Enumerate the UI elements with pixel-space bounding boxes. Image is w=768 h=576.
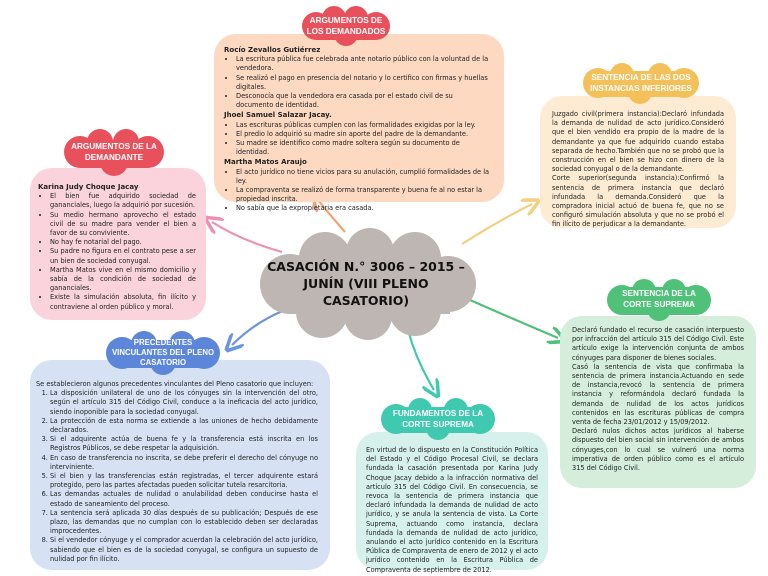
demandado-name-2: Jhoel Samuel Salazar Jacay. — [224, 111, 332, 120]
list-item: • Las escrituras públicas cumplen con las formalidades exigidas por la ley. — [236, 121, 490, 130]
list-item: • El bien fue adquirido sociedad de gananciales, luego la adquirió por sucesión. — [50, 192, 196, 210]
list-item: • Su padre no figura en el contrato pese a ser un bien de sociedad conyugal. — [50, 247, 196, 265]
list-item: • No hay fe notarial del pago. — [50, 238, 196, 247]
corte-paragraph-1: Declaró fundado el recurso de casación interpuesto por infracción del artículo 315 del Código Civil. Este artículo exige la intervención conjunta de ambos cónyuges para disponer de bienes sociales. — [572, 326, 744, 362]
list-item: • La compraventa se realizó de forma transparente y buena fe al no estar la propiedad inscrita. — [236, 186, 490, 204]
center-title: CASACIÓN N.° 3006 – 2015 – JUNÍN (VIII PLENO CASATORIO) — [267, 259, 465, 308]
corte-paragraph-3: Declaró nulos dichos actos jurídicos al haberse dispuesto del bien social sin intervención de ambos cónyuges,con lo cual se vulneró una norma imperativa de orden público como es el artículo 315 del Código Civil. — [572, 427, 744, 473]
fundamentos-text: En virtud de lo dispuesto en la Constitución Política del Estado y el Código Procesal Civil, se declara fundada la casación presentada por Karina Judy Choque Jacay debido a la infracción normativa del artículo 315 del Código Civil. En consecuencia, se revoca la sentencia de primera instancia que declaró infundada la demanda de nulidad de acto jurídico, y se anula la sentencia de vista. La Corte Suprema, actuando como instancia, declara fundada la demanda de nulidad de acto jurídico, anulando el acto jurídico contenido en la Escritura Pública de Compraventa de enero de 2012 y el acto jurídico contenido en la Escritura Pública de Compraventa de septiembre de 2012. — [366, 446, 538, 574]
list-item: 5. Si el bien y las transferencias están registradas, el tercer adquirente estará protegido, pero las partes afectadas pueden solicitar tutela resarcitoria. — [50, 472, 318, 490]
demandante-box — [30, 168, 206, 320]
list-item: 3. Si el adquirente actúa de buena fe y la transferencia está inscrita en los Registros Públicos, se debe respetar la adquisición. — [50, 435, 318, 453]
list-item: 4. En caso de transferencia no inscrita, se debe preferir el derecho del cónyuge no interviniente. — [50, 454, 318, 472]
arrow-to-corte — [470, 300, 558, 338]
list-item: • Su medio hermano aprovecho el estado civil de su madre para vender el bien a favor de su conviviente. — [50, 211, 196, 239]
precedentes-intro: Se establecieron algunos precedentes vinculantes del Pleno casatorio que incluyen: — [36, 380, 314, 388]
precedentes-box — [30, 360, 330, 570]
inferiores-box — [540, 96, 736, 228]
list-item: 8. Si el vendedor cónyuge y el comprador acuerdan la celebración del acto jurídico, sabiendo que el bien es de la sociedad conyugal, se configura un supuesto de nulidad por fin ilícito. — [50, 536, 318, 564]
list-item: • Existe la simulación absoluta, fin ilícito y contraviene al orden público y moral. — [50, 293, 196, 311]
inferiores-title: SENTENCIA DE LAS DOS INSTANCIAS INFERIORES — [590, 73, 692, 93]
list-item: 7. La sentencia será aplicada 30 días después de su publicación; Después de ese plazo, las demandas que no cumplan con lo establecido deben ser declaradas improcedentes. — [50, 509, 318, 537]
demandado-name-3: Martha Matos Araujo — [224, 158, 307, 167]
list-item: • Martha Matos vive en el mismo domicilio y sabía de la condición de sociedad de gananciales. — [50, 266, 196, 294]
inferiores-paragraph-1: Juzgado civil(primera instancia):Declaró infundada la demanda de nulidad de acto jurídico.Consideró que el bien vendido era propio de la madre de la demandante ya que fue adquirido cuando estaba separada de hecho.También que no se probó que la construcción en el bien se hizo con dinero de la sociedad conyugal o de la demandante. — [552, 110, 724, 174]
demandados-box — [214, 34, 504, 213]
list-item: 6. Las demandas actuales de nulidad o anulabilidad deben conducirse hasta el estado de saneamiento del proceso. — [50, 490, 318, 508]
demandante-name: Karina Judy Choque Jacay — [38, 183, 139, 191]
list-item: • El acto jurídico no tiene vicios para su anulación, cumplió formalidades de la ley. — [236, 168, 490, 186]
list-item: 2. La protección de esta norma se extiende a las uniones de hecho debidamente declarados. — [50, 417, 318, 435]
inferiores-paragraph-2: Corte superior(segunda instancia):Confirmó la sentencia de primera instancia que declaró infundada la demanda.Consideró que la compradora inicial actuó de buena fe, que no se configuró simulación absoluta y que no se probó el fin ilícito de perjudicar a la demandante. — [552, 174, 724, 229]
list-item: • El predio lo adquirió su madre sin aporte del padre de la demandante. — [236, 130, 490, 139]
list-item: • La escritura pública fue celebrada ante notario público con la voluntad de la vendedora. — [236, 55, 490, 73]
fundamentos-title: FUNDAMENTOS DE LA CORTE SUPREMA — [392, 409, 484, 429]
demandado-name-1: Rocío Zevallos Gutiérrez — [224, 46, 321, 54]
fundamentos-box — [356, 432, 548, 574]
list-item: 1. La disposición unilateral de uno de los cónyuges sin la intervención del otro, según el artículo 315 del Código Civil, conduce a la ineficacia del acto jurídico, siendo inoponible para la sociedad conyugal. — [50, 389, 318, 417]
precedentes-title: PRECEDENTES VINCULANTES DEL PLENO CASATORIO — [111, 338, 215, 367]
list-item: • Su madre se identifico como madre soltera según su documento de identidad. — [236, 139, 490, 157]
corte-title: SENTENCIA DE LA CORTE SUPREMA — [622, 289, 696, 309]
corte-paragraph-2: Casó la sentencia de vista que confirmaba la sentencia de primera instancia.Actuando en sede de instancia,revocó la sentencia de primera instancia y reformándola declaró fundada la demanda de nulidad de los actos jurídicos contenidos en las escrituras públicas de compra venta de fecha 23/01/2012 y 15/09/2012. — [572, 362, 744, 427]
demandados-title: ARGUMENTOS DE LOS DEMANDADOS — [306, 16, 386, 36]
list-item: • No sabía que la expropietaria era casada. — [236, 204, 490, 213]
demandante-title: ARGUMENTOS DE LA DEMANDANTE — [71, 142, 157, 162]
list-item: • Desconocía que la vendedora era casada por el estado civil de su documento de identidad. — [236, 92, 490, 110]
corte-box — [560, 316, 756, 488]
list-item: • Se realizó el pago en presencia del notario y lo certifico con firmas y huellas digitales. — [236, 74, 490, 92]
